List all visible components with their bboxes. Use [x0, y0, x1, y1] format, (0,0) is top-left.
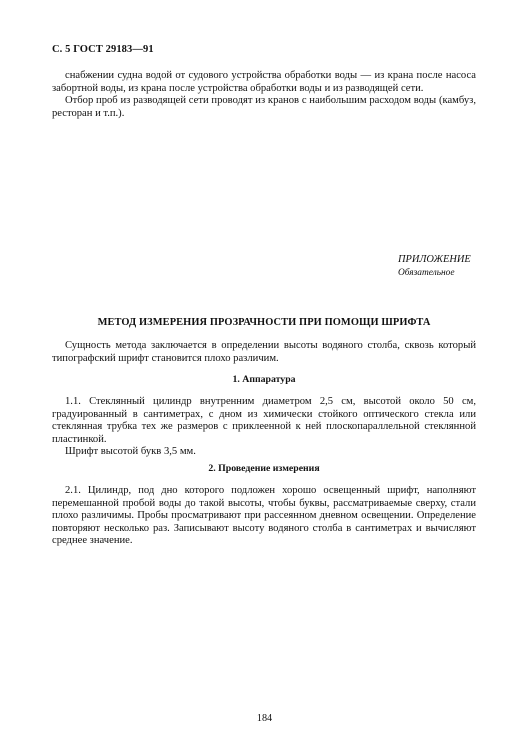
appendix-status: Обязательное: [398, 267, 455, 278]
intro-paragraph-1: снабжении судна водой от судового устройства обработки воды — из крана после насоса забортной воды, из крана после устройства обработки воды и из разводящей сети.: [52, 70, 476, 94]
page-header: С. 5 ГОСТ 29183—91: [52, 44, 154, 55]
section-2-heading: 2. Проведение измерения: [208, 463, 320, 474]
section-2-paragraph-1: 2.1. Цилиндр, под дно которого подложен хорошо освещенный шрифт, наполняют перемешанной пробой воды до такой высоты, чтобы буквы, рассматриваемые сверху, стали плохо различимы. Пробы просматривают при рассеянном дневном освещении. Определение повторяют несколько раз. Записывают высоту водяного столба в сантиметрах и вычисляют среднее значение.: [52, 485, 476, 547]
appendix-label: [398, 254, 471, 279]
section-1-paragraph-1: 1.1. Стеклянный цилиндр внутренним диаметром 2,5 см, высотой около 50 см, градуированный в сантиметрах, с дном из химически стойкого оптического стекла или стеклянная трубка тех же размеров с приклеенной к ней плоскопараллельной стеклянной пластинкой.: [52, 396, 476, 445]
essence-paragraph: Сущность метода заключается в определении высоты водяного столба, сквозь который типографский шрифт становится плохо различим.: [52, 340, 476, 364]
section-2-text: [52, 485, 476, 548]
section-1-paragraph-2: Шрифт высотой букв 3,5 мм.: [65, 446, 196, 458]
appendix-title: ПРИЛОЖЕНИЕ: [398, 254, 471, 265]
method-title: МЕТОД ИЗМЕРЕНИЯ ПРОЗРАЧНОСТИ ПРИ ПОМОЩИ ШРИФТА: [97, 317, 431, 328]
intro-paragraph-2: Отбор проб из разводящей сети проводят из кранов с наибольшим расходом воды (камбуз, ресторан и т.п.).: [52, 95, 476, 119]
essence-text: [52, 340, 476, 365]
intro-text: [52, 70, 476, 120]
section-1-text: [52, 396, 476, 459]
page-number: 184: [256, 713, 273, 724]
section-1-heading: 1. Аппаратура: [232, 374, 296, 385]
